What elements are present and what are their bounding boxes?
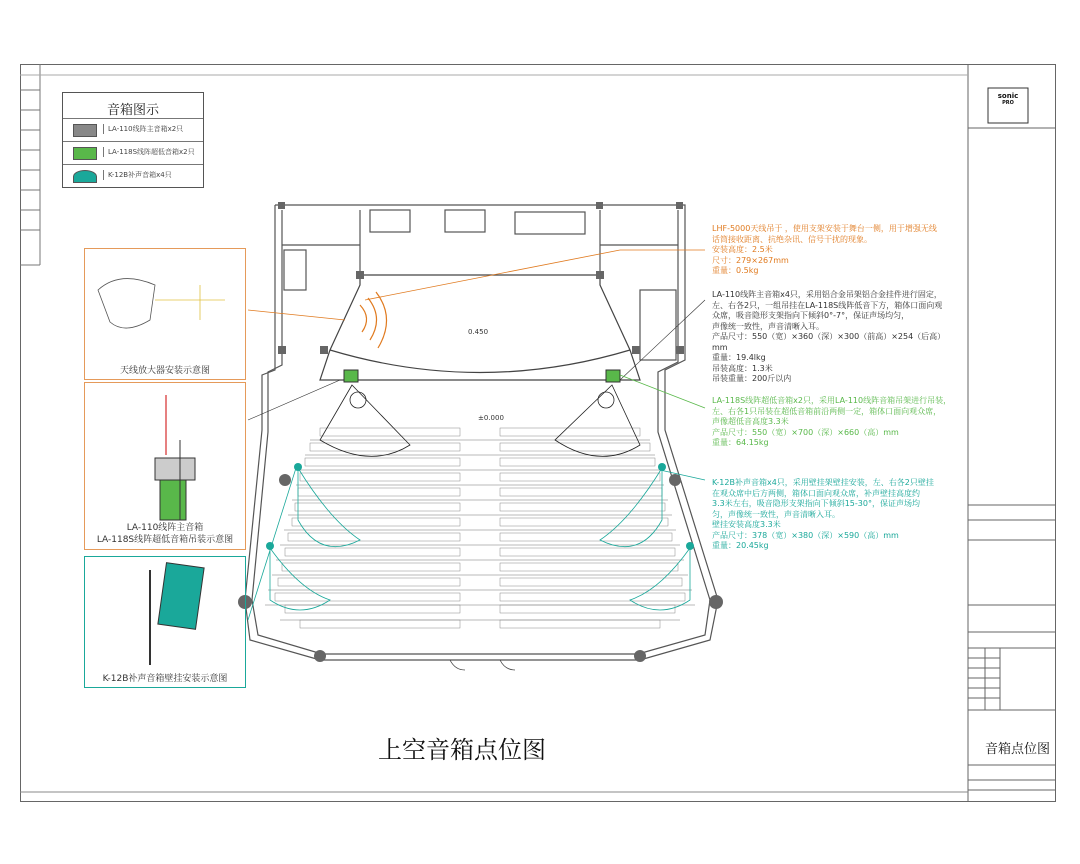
fill-speaker-note: K-12B补声音箱x4只，采用壁挂架壁挂安装，左、右各2只壁挂 在观众席中后方两侧，箱体口面向观众席，补声壁挂高度约 3.3米左右，吸音隐形支架指向下倾斜15-30°，保证声场均 匀，声像统一致性，声音清晰入耳。 壁挂安装高度3.3米 产品尺寸：378（宽）×380（深）×590（高）mm 重量：20.45kg (712, 478, 934, 550)
array-detail-caption-2: LA-118S线阵超低音箱吊装示意图 (96, 535, 234, 545)
antenna-waves (360, 292, 387, 348)
main-speaker-note: LA-110线阵主音箱x4只，采用铝合金吊架铝合金挂件进行固定， 左、右各2只，一组吊挂在LA-118S线阵低音下方，箱体口面向观 众席，吸音隐形支架指向下倾斜0°-7°，保证声场均匀， 声像统一致性，声音清晰入耳。 产品尺寸：550（宽）×360（深）×300（前高）×254（后高） mm 重量：19.4lkg 吊装高度：1.3米 吊装重量：200斤以内 (712, 290, 946, 383)
antenna-note: LHF-5000天线吊于 ，使用支架安装于舞台一侧，用于增强无线 话筒接收距离、抗绝杂讯、信号干扰的现象。 安装高度：2.5米 尺寸：279×267mm 重量：0.5kg (712, 224, 937, 275)
fill-speaker-swatch (73, 170, 97, 183)
sheet-name: 音箱点位图 (985, 742, 1051, 757)
array-detail-caption-1: LA-110线阵主音箱 (126, 523, 204, 533)
speaker-legend (62, 92, 204, 188)
brand-logo-sub: PRO (1002, 100, 1014, 106)
seats (275, 428, 685, 628)
brand-logo-text: sonic (997, 92, 1019, 100)
wallmount-detail-caption: K-12B补声音箱壁挂安装示意图 (102, 674, 228, 684)
leader-green (620, 375, 705, 408)
legend-label-sub: LA-118S线阵超低音箱x2只 (103, 147, 195, 157)
fill-speaker-markers (266, 463, 694, 550)
doors (450, 660, 515, 670)
legend-label-fill: K-12B补声音箱x4只 (103, 170, 172, 180)
main-speaker-swatch (73, 124, 97, 137)
legend-label-main: LA-110线阵主音箱x2只 (103, 124, 183, 134)
antenna-detail-caption: 天线放大器安装示意图 (119, 366, 210, 376)
legend-item-main (63, 118, 203, 141)
sub-speaker-note: LA-118S线阵超低音箱x2只，采用LA-110线阵音箱吊架进行吊装， 左、右各1只吊装在超低音箱前沿两侧一定，箱体口面向观众席， 声像超低音高度3.3米 产品尺寸：550（宽）×700（深）×660（高）mm 重量：64.15kg (712, 396, 952, 447)
sub-speaker-swatch (73, 147, 97, 160)
stage-elevation: 0.450 (468, 328, 489, 336)
leader-black (248, 300, 705, 420)
leader-orange (248, 250, 705, 320)
left-border-strip (20, 64, 40, 265)
hall-elevation: ±0.000 (478, 414, 504, 422)
array-detail-box (84, 382, 246, 550)
drawing-title: 上空音箱点位图 (378, 736, 546, 764)
wallmount-detail-box (84, 556, 246, 688)
coverage-fill (270, 468, 690, 610)
title-block (968, 64, 1056, 802)
legend-title: 音箱图示 (106, 103, 159, 118)
legend-item-sub (63, 141, 203, 164)
brand-logo (990, 92, 1026, 106)
legend-item-fill (63, 164, 203, 187)
antenna-detail-box (84, 248, 246, 380)
